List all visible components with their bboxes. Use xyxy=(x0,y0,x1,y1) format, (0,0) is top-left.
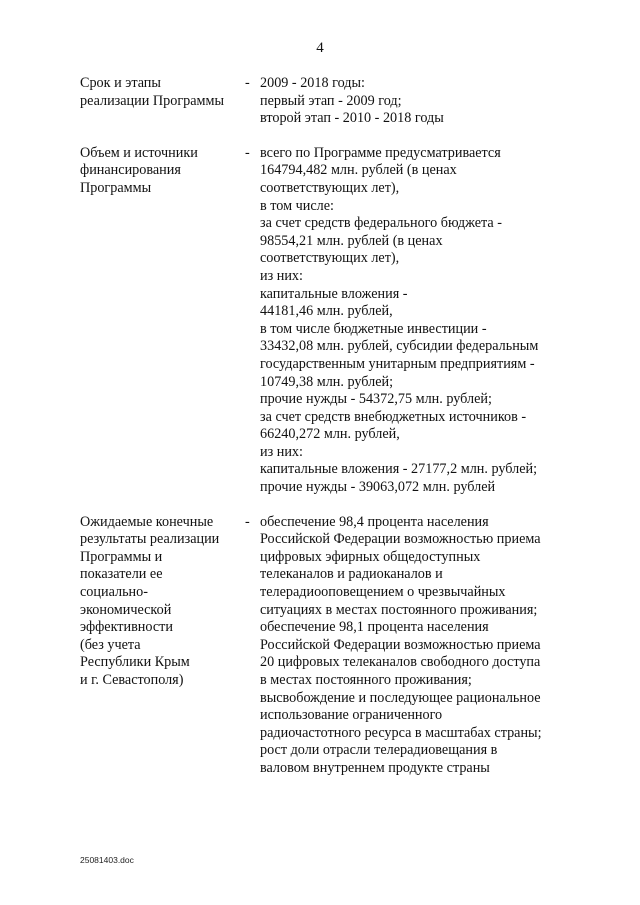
label-line: Республики Крым xyxy=(80,654,190,671)
value-line: за счет средств федерального бюджета - xyxy=(260,215,502,232)
label-line: эффективности xyxy=(80,619,173,636)
row-financing xyxy=(80,145,580,497)
value-line: второй этап - 2010 - 2018 годы xyxy=(260,110,444,127)
label-line: результаты реализации xyxy=(80,531,220,548)
value-line: за счет средств внебюджетных источников - xyxy=(260,408,527,425)
row-dash: - xyxy=(245,513,250,530)
row-value-expected-results xyxy=(260,514,580,778)
value-line: прочие нужды - 54372,75 млн. рублей; xyxy=(260,391,492,408)
value-line: всего по Программе предусматривается xyxy=(260,144,501,161)
value-line: использование ограниченного xyxy=(260,707,443,724)
row-dash: - xyxy=(245,144,250,161)
label-line: Объем и источники xyxy=(80,144,198,161)
value-line: капитальные вложения - xyxy=(260,285,408,302)
value-line: высвобождение и последующее рациональное xyxy=(260,689,541,706)
value-line: в том числе: xyxy=(260,197,334,214)
page-number: 4 xyxy=(316,40,324,56)
label-line: (без учета xyxy=(80,636,141,653)
value-line: капитальные вложения - 27177,2 млн. рублей; xyxy=(260,461,538,478)
value-line: 10749,38 млн. рублей; xyxy=(260,373,394,390)
label-line: Программы и xyxy=(80,548,163,565)
value-line: ситуациях в местах постоянного проживания; xyxy=(260,601,538,618)
value-line: обеспечение 98,4 процента населения xyxy=(260,513,489,530)
value-line: валовом внутреннем продукте страны xyxy=(260,759,490,776)
row-value-timeline xyxy=(260,75,580,128)
value-line: в местах постоянного проживания; xyxy=(260,672,472,688)
row-timeline xyxy=(80,75,580,128)
value-line: 66240,272 млн. рублей, xyxy=(260,426,400,443)
label-line: показатели ее xyxy=(80,566,163,583)
label-line: и г. Севастополя) xyxy=(80,672,184,688)
value-line: Российской Федерации возможностью приема xyxy=(260,531,541,548)
value-line: рост доли отрасли телерадиовещания в xyxy=(260,742,498,759)
value-line: соответствующих лет), xyxy=(260,250,400,267)
value-line: первый этап - 2009 год; xyxy=(260,92,402,109)
row-value-financing xyxy=(260,145,580,497)
value-line: прочие нужды - 39063,072 млн. рублей xyxy=(260,479,496,496)
value-line: из них: xyxy=(260,443,303,460)
value-line: 44181,46 млн. рублей, xyxy=(260,303,393,320)
value-line: цифровых эфирных общедоступных xyxy=(260,548,481,565)
program-passport-table xyxy=(80,75,580,778)
value-line: 98554,21 млн. рублей (в ценах xyxy=(260,232,443,249)
row-dash: - xyxy=(245,75,250,91)
row-expected-results xyxy=(80,514,580,778)
row-label-timeline xyxy=(80,75,240,110)
value-line: 33432,08 млн. рублей, субсидии федеральным xyxy=(260,338,539,355)
value-line: телерадиооповещением о чрезвычайных xyxy=(260,584,506,601)
value-line: соответствующих лет), xyxy=(260,179,400,196)
value-line: из них: xyxy=(260,267,303,284)
label-line: Программы xyxy=(80,179,152,196)
value-line: телеканалов и радиоканалов и xyxy=(260,566,443,583)
value-line: 164794,482 млн. рублей (в ценах xyxy=(260,162,457,179)
value-line: Российской Федерации возможностью приема xyxy=(260,636,541,653)
value-line: 2009 - 2018 годы: xyxy=(260,75,365,91)
value-line: радиочастотного ресурса в масштабах страны; xyxy=(260,724,542,741)
footer-filename: 25081403.doc xyxy=(80,855,134,865)
label-line: социально- xyxy=(80,584,148,601)
value-line: обеспечение 98,1 процента населения xyxy=(260,619,489,636)
value-line: 20 цифровых телеканалов свободного доступа xyxy=(260,654,541,671)
label-line: реализации Программы xyxy=(80,92,225,109)
label-line: Срок и этапы xyxy=(80,75,161,91)
value-line: в том числе бюджетные инвестиции - xyxy=(260,320,487,337)
row-label-financing xyxy=(80,145,240,198)
row-label-expected-results xyxy=(80,514,240,690)
label-line: финансирования xyxy=(80,162,181,179)
label-line: Ожидаемые конечные xyxy=(80,513,214,530)
value-line: государственным унитарным предприятиям - xyxy=(260,355,535,372)
label-line: экономической xyxy=(80,601,172,618)
